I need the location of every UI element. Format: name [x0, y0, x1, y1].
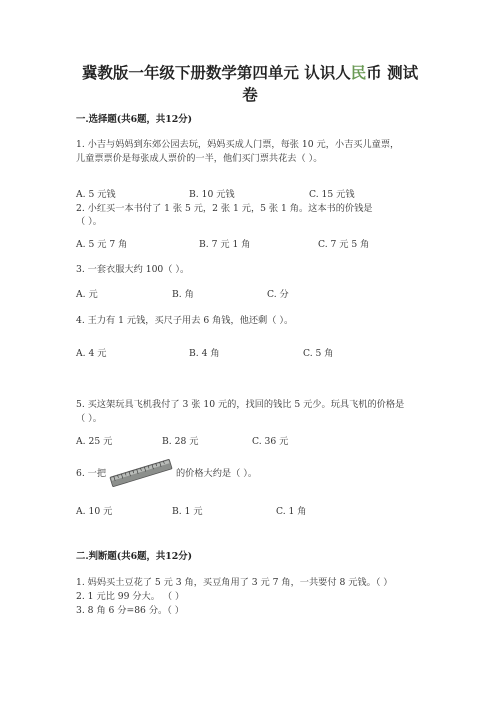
question-2-line2: （ ）。	[76, 216, 102, 227]
section-heading-judgment: 二.判断题(共6题，共12分)	[76, 551, 193, 562]
question-4-option-b[interactable]: B. 4 角	[189, 348, 220, 359]
question-5-line2: （ ）。	[76, 413, 102, 424]
question-1-option-a[interactable]: A. 5 元钱	[76, 189, 116, 200]
question-6-option-c[interactable]: C. 1 角	[276, 506, 307, 517]
question-2-option-b[interactable]: B. 7 元 1 角	[199, 239, 251, 250]
question-1-line1: 1. 小吉与妈妈到东郊公园去玩，妈妈买成人门票，每张 10 元，小吉买儿童票，	[76, 139, 400, 150]
question-6-suffix: 的价格大约是（ ）。	[176, 468, 258, 479]
question-5-option-b[interactable]: B. 28 元	[162, 436, 199, 447]
ruler-icon	[108, 459, 174, 487]
question-4-line1: 4. 王力有 1 元钱，买尺子用去 6 角钱，他还剩（ ）。	[76, 315, 294, 326]
title-highlight: 民	[350, 63, 367, 82]
question-5-option-c[interactable]: C. 36 元	[252, 436, 289, 447]
question-5-line1: 5. 买这架玩具飞机我付了 3 张 10 元的，找回的钱比 5 元少。玩具飞机的价格是	[76, 399, 405, 410]
title-text-end: 币 测试	[366, 63, 419, 82]
question-1-option-c[interactable]: C. 15 元钱	[309, 189, 355, 200]
title-text: 冀教版一年级下册数学第四单元 认识人	[81, 63, 351, 82]
question-2-option-a[interactable]: A. 5 元 7 角	[76, 239, 128, 250]
question-6-prefix: 6. 一把	[76, 468, 107, 479]
question-1-option-b[interactable]: B. 10 元钱	[189, 189, 235, 200]
judgment-2: 2. 1 元比 99 分大。 （ ）	[76, 591, 185, 602]
judgment-3: 3. 8 角 6 分=86 分。（ ）	[76, 605, 184, 616]
question-4-option-a[interactable]: A. 4 元	[76, 348, 107, 359]
question-6-option-a[interactable]: A. 10 元	[76, 506, 113, 517]
judgment-1: 1. 妈妈买土豆花了 5 元 3 角，买豆角用了 3 元 7 角，一共要付 8 元钱。（ ）	[76, 577, 393, 588]
question-5-option-a[interactable]: A. 25 元	[76, 436, 113, 447]
question-3-option-c[interactable]: C. 分	[267, 289, 289, 300]
question-3-line1: 3. 一套衣服大约 100（ ）。	[76, 264, 190, 275]
question-3-option-b[interactable]: B. 角	[172, 289, 194, 300]
question-3-option-a[interactable]: A. 元	[76, 289, 98, 300]
question-4-option-c[interactable]: C. 5 角	[303, 348, 334, 359]
question-2-line1: 2. 小红买一本书付了 1 张 5 元，2 张 1 元，5 张 1 角。这本书的价钱是	[76, 203, 373, 214]
question-1-line2: 儿童票票价是每张成人票价的一半，他们买门票共花去（ ）。	[76, 153, 323, 164]
question-2-option-c[interactable]: C. 7 元 5 角	[318, 239, 370, 250]
section-heading-choice: 一.选择题(共6题，共12分)	[76, 114, 193, 125]
question-6-option-b[interactable]: B. 1 元	[172, 506, 203, 517]
page-title	[60, 62, 440, 106]
title-text-line2: 卷	[242, 85, 258, 104]
